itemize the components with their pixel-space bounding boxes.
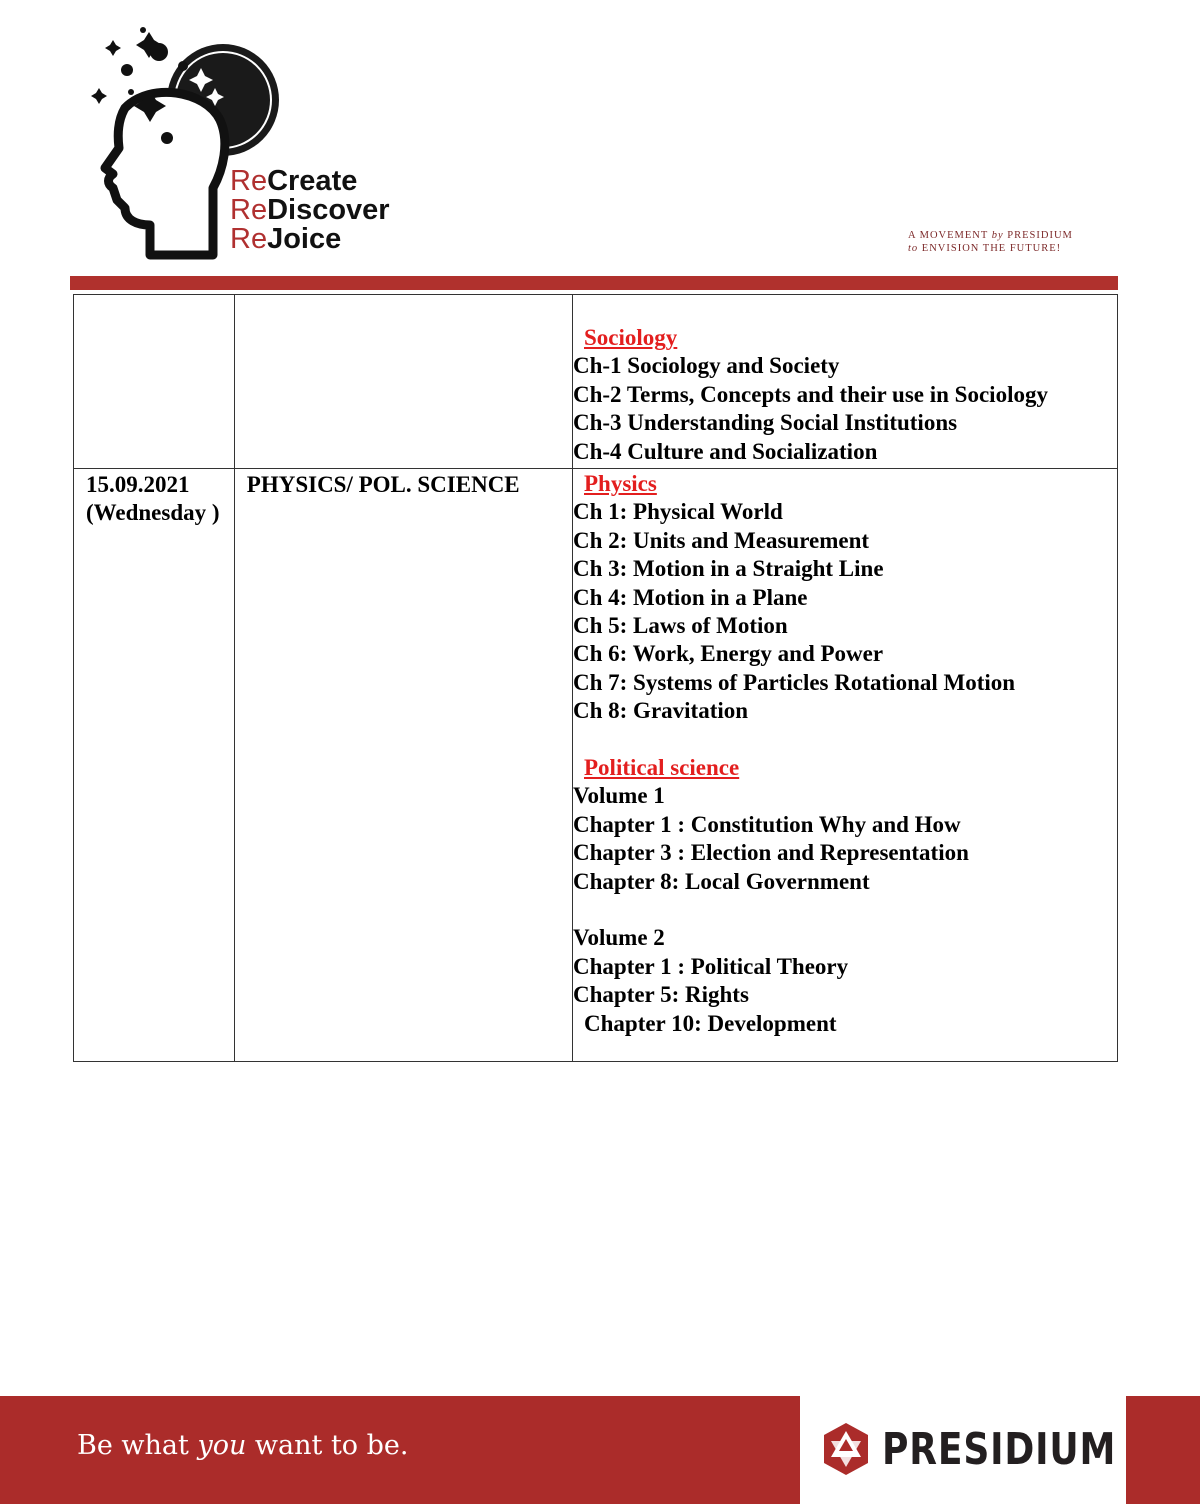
subject-text: PHYSICS/ POL. SCIENCE: [246, 472, 520, 497]
day-text: (Wednesday ): [86, 500, 220, 526]
section-heading-political-science: Political science: [584, 755, 740, 781]
chapter-line: Ch 1: Physical World: [573, 499, 783, 525]
chapter-line: Ch-4 Culture and Socialization: [573, 438, 878, 464]
logo-word: Joice: [267, 223, 342, 255]
chapter-line: Ch 2: Units and Measurement: [573, 527, 870, 553]
tagline-text: ENVISION THE FUTURE!: [918, 243, 1062, 254]
presidium-star-icon: [818, 1421, 874, 1477]
chapter-line: Chapter 10: Development: [584, 1010, 837, 1036]
presidium-logo: [818, 1421, 1168, 1477]
chapter-line: Chapter 1 : Constitution Why and How: [573, 811, 961, 837]
logo-word: Discover: [267, 194, 390, 226]
chapter-line: Ch 5: Laws of Motion: [573, 613, 788, 639]
logo-prefix: Re: [230, 165, 268, 197]
logo-prefix: Re: [230, 223, 268, 255]
tagline-text: by: [991, 230, 1004, 241]
logo-word: Create: [267, 165, 358, 197]
header-divider-bar: [70, 276, 1118, 290]
chapter-line: Ch-3 Understanding Social Institutions: [573, 410, 958, 436]
syllabus-table: [73, 294, 1118, 1062]
spacer: [573, 726, 1117, 754]
date-cell: [74, 295, 235, 469]
subject-cell: [234, 469, 572, 1062]
chapter-line: Ch-1 Sociology and Society: [573, 353, 840, 379]
slogan-text: you: [197, 1430, 247, 1461]
slogan-text: Be what: [77, 1430, 198, 1461]
chapter-line: Ch 4: Motion in a Plane: [573, 584, 808, 610]
subject-cell: [234, 295, 572, 469]
logo-prefix: Re: [230, 194, 268, 226]
section-heading-physics: Physics: [584, 471, 657, 496]
chapter-line: Chapter 5: Rights: [573, 982, 749, 1008]
recreate-logo: [55, 20, 455, 270]
tagline-text: to: [908, 243, 919, 254]
tagline-text: PRESIDIUM: [1003, 230, 1073, 241]
section-heading-sociology: Sociology: [584, 325, 678, 350]
syllabus-cell: [573, 295, 1118, 469]
movement-tagline: [908, 229, 1073, 255]
date-cell: [74, 469, 235, 1062]
chapter-line: Chapter 1 : Political Theory: [573, 953, 849, 979]
syllabus-cell: [573, 469, 1118, 1062]
date-text: 15.09.2021: [86, 472, 190, 497]
volume-title: Volume 1: [573, 783, 665, 809]
logo-wordmark: [230, 167, 390, 254]
chapter-line: Ch 6: Work, Energy and Power: [573, 641, 884, 667]
footer-slogan: [77, 1430, 409, 1461]
chapter-line: Ch-2 Terms, Concepts and their use in Sociology: [573, 381, 1048, 407]
chapter-line: Chapter 3 : Election and Representation: [573, 840, 969, 866]
chapter-line: Chapter 8: Local Government: [573, 868, 870, 894]
chapter-line: Ch 7: Systems of Particles Rotational Motion: [573, 669, 1016, 695]
table-row: [74, 469, 1118, 1062]
volume-title: Volume 2: [573, 925, 665, 951]
presidium-wordmark: PRESIDIUM: [882, 1423, 1117, 1475]
table-row: [74, 295, 1118, 469]
slogan-text: want to be.: [246, 1430, 409, 1461]
chapter-line: Ch 8: Gravitation: [573, 698, 749, 724]
spacer: [573, 896, 1117, 924]
tagline-text: A MOVEMENT: [908, 230, 992, 241]
chapter-line: Ch 3: Motion in a Straight Line: [573, 556, 884, 582]
